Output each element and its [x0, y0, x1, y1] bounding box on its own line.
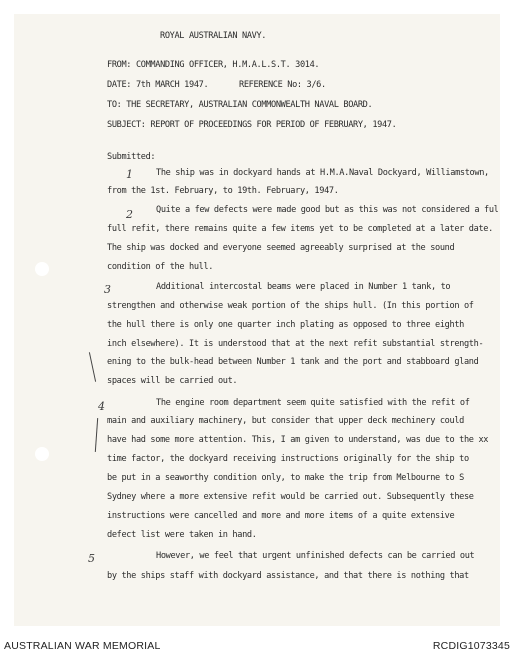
body-line: ening to the bulk-head between Number 1 tank and the port and stabboard gland	[107, 357, 479, 367]
body-line: have had some more attention. This, I am given to understand, was due to the xx	[107, 435, 489, 445]
body-line: spaces will be carried out.	[107, 376, 238, 386]
margin-number: 3	[104, 283, 111, 296]
footer-right: RCDIG1073345	[432, 640, 510, 652]
body-line: The ship was docked and everyone seemed agreeably surprised at the sound	[107, 243, 455, 253]
body-line: condition of the hull.	[107, 262, 214, 272]
body-line: However, we feel that urgent unfinished defects can be carried out	[156, 551, 475, 561]
punch-hole-top	[35, 262, 49, 276]
body-line: the hull there is only one quarter inch plating as opposed to three eighth	[107, 320, 464, 330]
body-line: be put in a seaworthy condition only, to make the trip from Melbourne to S	[107, 473, 464, 483]
body-line: full refit, there remains quite a few items yet to be completed at a later date.	[107, 224, 493, 234]
from-line: FROM: COMMANDING OFFICER, H.M.A.L.S.T. 3014.	[107, 60, 320, 70]
margin-number: 4	[98, 400, 105, 413]
margin-number: 2	[126, 208, 133, 221]
body-line: inch elsewhere). It is understood that at the next refit substantial strength-	[107, 339, 484, 349]
body-line: main and auxiliary machinery, but consider that upper deck mechinery could	[107, 416, 464, 426]
margin-number: 5	[88, 552, 95, 565]
submitted-label: Submitted:	[107, 152, 156, 162]
body-line: defect list were taken in hand.	[107, 530, 257, 540]
punch-hole-bottom	[35, 447, 49, 461]
margin-number: 1	[126, 168, 133, 181]
date-line: DATE: 7th MARCH 1947.	[107, 80, 209, 90]
body-line: strengthen and otherwise weak portion of the ships hull. (In this portion of	[107, 301, 474, 311]
body-line: The engine room department seem quite satisfied with the refit of	[156, 398, 470, 408]
body-line: Quite a few defects were made good but as this was not considered a ful	[156, 205, 499, 215]
body-line: Additional intercostal beams were placed in Number 1 tank, to	[156, 282, 451, 292]
body-line: time factor, the dockyard receiving instructions originally for the ship to	[107, 454, 469, 464]
reference-line: REFERENCE No: 3/6.	[239, 80, 326, 90]
document-heading: ROYAL AUSTRALIAN NAVY.	[160, 31, 267, 41]
body-line: Sydney where a more extensive refit would be carried out. Subsequently these	[107, 492, 474, 502]
body-line: The ship was in dockyard hands at H.M.A.Naval Dockyard, Williamstown,	[156, 168, 489, 178]
footer-left: AUSTRALIAN WAR MEMORIAL	[4, 640, 161, 652]
body-line: by the ships staff with dockyard assistance, and that there is nothing that	[107, 571, 469, 581]
subject-line: SUBJECT: REPORT OF PROCEEDINGS FOR PERIOD OF FEBRUARY, 1947.	[107, 120, 397, 130]
body-line: instructions were cancelled and more and more items of a quite extensive	[107, 511, 455, 521]
to-line: TO: THE SECRETARY, AUSTRALIAN COMMONWEALTH NAVAL BOARD.	[107, 100, 373, 110]
body-line: from the 1st. February, to 19th. February, 1947.	[107, 186, 339, 196]
